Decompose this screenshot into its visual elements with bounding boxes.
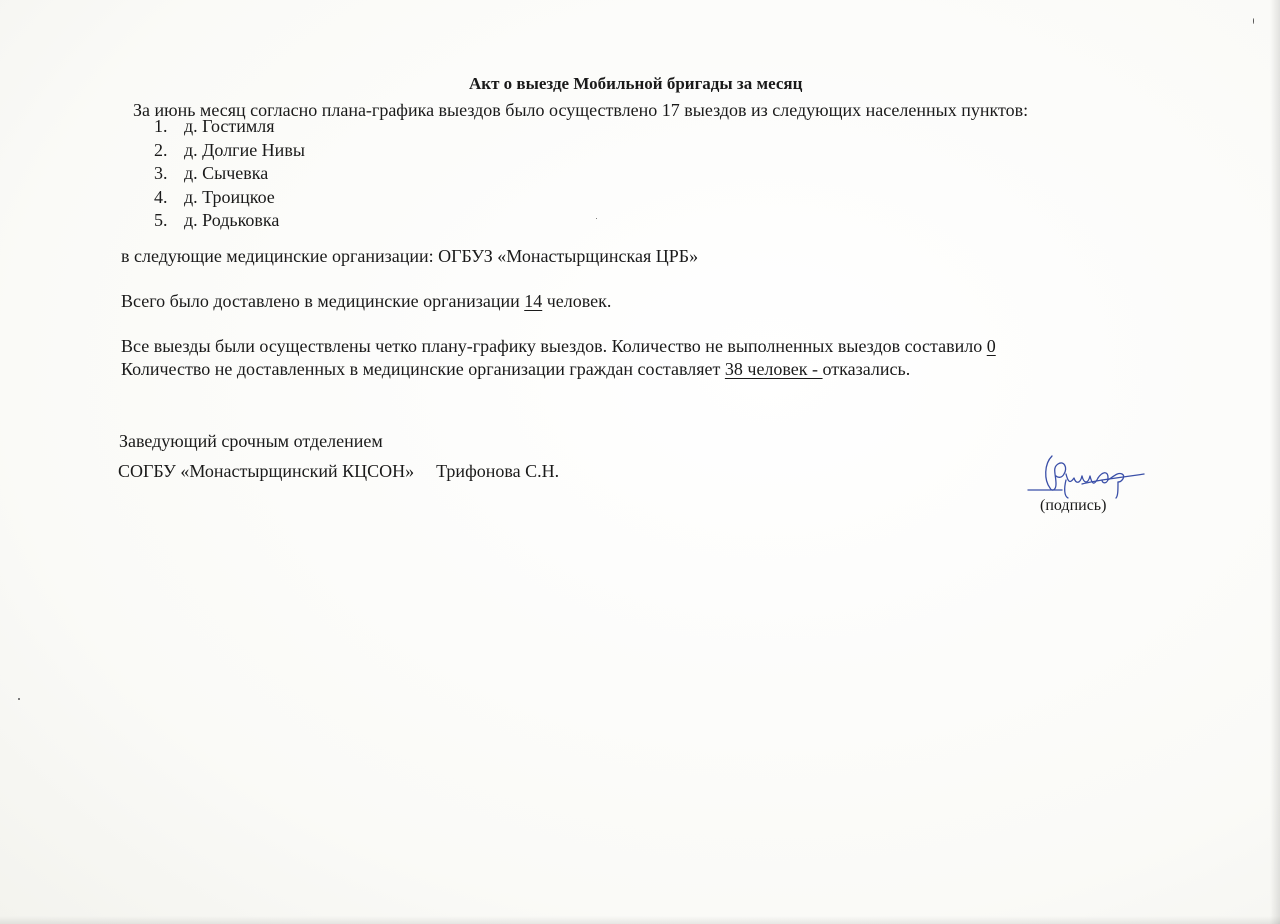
signature-caption: (подпись)	[1040, 497, 1107, 514]
medical-orgs-line: в следующие медицинские организации: ОГБУЗ «Монастырщинская ЦРБ»	[121, 246, 699, 266]
list-item-name: д. Сычевка	[184, 163, 269, 183]
page-edge-shadow	[1270, 0, 1280, 924]
not-delivered-count: 38 человек -	[724, 359, 823, 379]
delivered-count: 14	[524, 291, 543, 311]
list-item-number: 2.	[154, 139, 168, 160]
delivered-text-start: Всего было доставлено в медицинские организации	[121, 291, 525, 311]
list-item	[148, 186, 305, 210]
trips-status-text: Все выезды были осуществлены четко плану-графику выездов. Количество не выполненных выездов составило	[121, 336, 987, 356]
list-item-name: д. Родьковка	[184, 210, 280, 230]
scan-speck	[596, 218, 597, 219]
page-bottom-shadow	[0, 916, 1280, 924]
trips-count: 17	[661, 100, 680, 120]
list-item-number: 4.	[154, 186, 168, 207]
list-item	[148, 162, 305, 186]
list-item-name: д. Троицкое	[184, 186, 275, 207]
list-item-name: д. Долгие Нивы	[184, 139, 305, 160]
scan-speck	[18, 698, 20, 700]
not-delivered-text-end: отказались.	[822, 359, 911, 379]
signatory-position: Заведующий срочным отделением	[119, 431, 383, 451]
list-item-number: 5.	[154, 210, 168, 230]
trips-status-line	[121, 335, 996, 357]
list-item	[148, 139, 305, 163]
document-title: Акт о выезде Мобильной бригады за месяц	[469, 74, 803, 93]
delivered-text-end: человек.	[542, 291, 612, 311]
unfulfilled-trips-count: 0	[986, 336, 996, 356]
village-list	[148, 115, 305, 233]
intro-text-start: За июнь месяц согласно плана-графика выездов было осуществлено	[133, 100, 662, 120]
delivered-line	[121, 290, 611, 312]
not-delivered-line	[121, 358, 910, 380]
scan-speck	[1253, 18, 1254, 24]
handwritten-signature	[1022, 450, 1146, 500]
list-item	[148, 209, 305, 233]
list-item-name: д. Гостимля	[184, 116, 275, 136]
list-item	[148, 115, 305, 139]
signatory-line	[118, 460, 559, 482]
signatory-name: Трифонова С.Н.	[436, 461, 560, 481]
list-item-number: 3.	[154, 163, 168, 183]
not-delivered-text-start: Количество не доставленных в медицинские организации граждан составляет	[121, 359, 725, 379]
signatory-organization: СОГБУ «Монастырщинский КЦСОН»	[118, 461, 415, 481]
intro-text-end: выездов из следующих населенных пунктов:	[679, 100, 1029, 120]
list-item-number: 1.	[154, 116, 168, 136]
